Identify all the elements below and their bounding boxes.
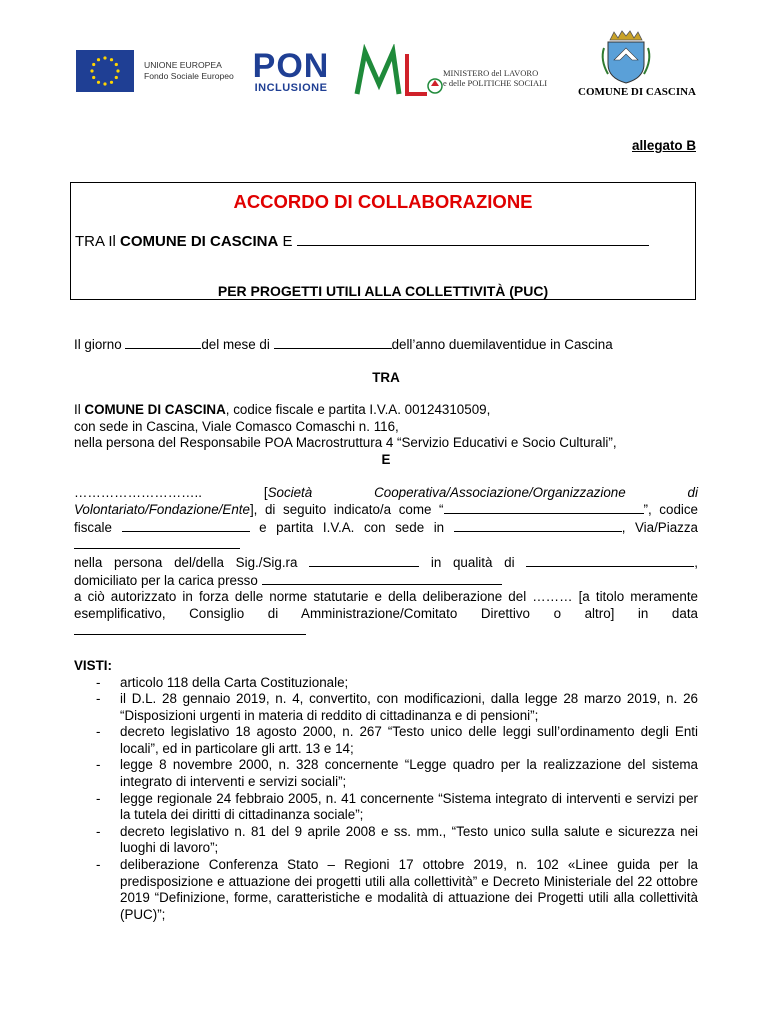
authorization-paragraph xyxy=(74,589,698,640)
comune-logo-text: COMUNE DI CASCINA xyxy=(578,86,696,98)
list-item xyxy=(74,857,698,923)
comune-address: con sede in Cascina, Viale Comasco Comaschi n. 116, xyxy=(74,418,399,434)
eu-logo-text xyxy=(144,60,234,82)
list-dash: - xyxy=(96,790,101,806)
comune-logo xyxy=(556,30,696,102)
month-blank-field[interactable] xyxy=(274,336,392,349)
date-year-text: dell’anno duemilaventidue in Cascina xyxy=(391,337,613,352)
seat-field[interactable] xyxy=(454,519,622,532)
list-item xyxy=(74,824,698,857)
e-heading: E xyxy=(381,451,391,467)
list-item xyxy=(74,791,698,824)
date-day-label: Il giorno xyxy=(74,337,126,352)
list-dash: - xyxy=(96,857,101,873)
list-item-text: articolo 118 della Carta Costituzionale; xyxy=(120,674,349,690)
ministero-text xyxy=(443,68,547,88)
allegato-label: allegato B xyxy=(632,138,696,153)
title-box xyxy=(70,182,696,300)
rep-text-3: , domiciliato per la carica presso xyxy=(74,554,698,588)
title-blank-field[interactable] xyxy=(297,231,649,246)
list-item-text: il D.L. 28 gennaio 2019, n. 4, convertito, con modificazioni, dalla legge 28 marzo 2019, n. 26 “Disposizioni urgenti in materia di reddito di cittadinanza e di pensioni”; xyxy=(120,691,698,723)
comune-crest-icon xyxy=(596,30,656,84)
party-dots: ……………………….. xyxy=(74,484,202,500)
comune-paragraph xyxy=(74,402,698,452)
comune-pre: Il xyxy=(74,402,85,418)
logo-strip xyxy=(76,30,696,102)
ministero-line: e delle POLITICHE SOCIALI xyxy=(443,78,548,88)
list-dash: - xyxy=(96,757,101,773)
ministero-logo xyxy=(351,44,551,100)
day-blank-field[interactable] xyxy=(125,336,201,349)
list-dash: - xyxy=(96,674,101,690)
visti-list xyxy=(74,675,698,924)
rep-text-2: in qualità di xyxy=(419,554,527,570)
date-line xyxy=(74,336,698,354)
address-field[interactable] xyxy=(74,536,240,549)
party-alias-field[interactable] xyxy=(444,501,644,514)
list-dash: - xyxy=(96,823,101,839)
ministero-mark-icon xyxy=(351,44,443,100)
pon-logo-subtext: INCLUSIONE xyxy=(254,82,328,94)
party-text-1: ], di seguito indicato/a come “ xyxy=(249,502,444,518)
rep-name-field[interactable] xyxy=(309,554,419,567)
eu-logo-line: UNIONE EUROPEA xyxy=(144,60,222,70)
tra-heading: TRA xyxy=(372,369,400,385)
document-title: ACCORDO DI COLLABORAZIONE xyxy=(233,191,533,212)
list-item-text: deliberazione Conferenza Stato – Regioni 17 ottobre 2019, n. 102 «Linee guida per la predisposizione e attuazione dei progetti utili alla collettività” e Decreto Ministeriale del 22 ottobre 2019 “Definizione, forme, caratteristiche e modalità di attuazione dei Progetti utili alla collettività (PUC)”; xyxy=(120,857,698,922)
list-dash: - xyxy=(96,691,101,707)
list-item-text: legge regionale 24 febbraio 2005, n. 41 concernente “Sistema integrato di interventi e servizi per la tutela dei diritti di cittadinanza sociale”; xyxy=(120,790,698,823)
party-paragraph: ……………………….. [Società Cooperativa/Associazione/Organizzazione di Volontariato/Fondazione/Ente], di seguito indicato/a come “ ”, codice fiscale e partita I.V.A. con sede in , Via/Piazza xyxy=(74,485,698,554)
list-item-text: decreto legislativo n. 81 del 9 aprile 2008 e ss. mm., “Testo unico sulla salute e sicurezza nei luoghi di lavoro”; xyxy=(120,823,698,856)
rep-role-field[interactable] xyxy=(526,554,694,567)
document-body xyxy=(74,336,698,923)
party-type: Società Cooperativa/Associazione/Organizzazione di Volontariato/Fondazione/Ente xyxy=(74,484,698,518)
authorization-text: a ciò autorizzato in forza delle norme statutarie e della deliberazione del ……… [a titolo meramente esemplificativo, Consiglio di Amministrazione/Comitato Direttivo o altro] in data xyxy=(74,589,698,621)
authorization-date-field[interactable] xyxy=(74,622,306,635)
title-parties-line xyxy=(75,231,649,251)
ministero-line: MINISTERO del LAVORO xyxy=(443,68,539,78)
pon-inclusione-logo xyxy=(236,47,346,98)
title-tra-prefix: TRA Il xyxy=(75,233,121,250)
representative-paragraph xyxy=(74,554,698,589)
party-text-2: ”, codice fiscale xyxy=(74,502,699,535)
list-item xyxy=(74,724,698,757)
list-item-text: legge 8 novembre 2000, n. 328 concernente “Legge quadro per la realizzazione del sistema integrato di interventi e servizi sociali”; xyxy=(120,757,698,790)
visti-heading: VISTI: xyxy=(74,657,112,673)
rep-text-1: nella persona del/della Sig./Sig.ra xyxy=(74,554,310,570)
comune-fiscal: , codice fiscale e partita I.V.A. 00124310509, xyxy=(225,402,491,418)
title-tra-suffix: E xyxy=(278,233,293,250)
list-item xyxy=(74,691,698,724)
eu-logo-line: Fondo Sociale Europeo xyxy=(144,71,234,81)
comune-name: COMUNE DI CASCINA xyxy=(84,402,226,418)
fiscal-code-field[interactable] xyxy=(122,519,250,532)
title-tra-comune: COMUNE DI CASCINA xyxy=(120,233,279,250)
date-month-label: del mese di xyxy=(201,337,274,352)
comune-responsible: nella persona del Responsabile POA Macrostruttura 4 “Servizio Educativi e Socio Culturali”, xyxy=(74,435,617,451)
list-item xyxy=(74,757,698,790)
eu-logo xyxy=(76,50,234,92)
list-item-text: decreto legislativo 18 agosto 2000, n. 267 “Testo unico delle leggi sull’ordinamento degli Enti locali”, ed in particolare gli artt. 13 e 14; xyxy=(120,724,698,756)
rep-domicile-field[interactable] xyxy=(262,572,502,585)
eu-flag-icon xyxy=(76,50,134,92)
list-item xyxy=(74,675,698,692)
party-text-4: , Via/Piazza xyxy=(621,519,698,535)
list-dash: - xyxy=(96,724,101,740)
document-subtitle: PER PROGETTI UTILI ALLA COLLETTIVITÀ (PUC) xyxy=(217,283,549,299)
party-text-3: e partita I.V.A. con sede in xyxy=(249,519,454,535)
pon-logo-text: PON xyxy=(252,47,330,85)
